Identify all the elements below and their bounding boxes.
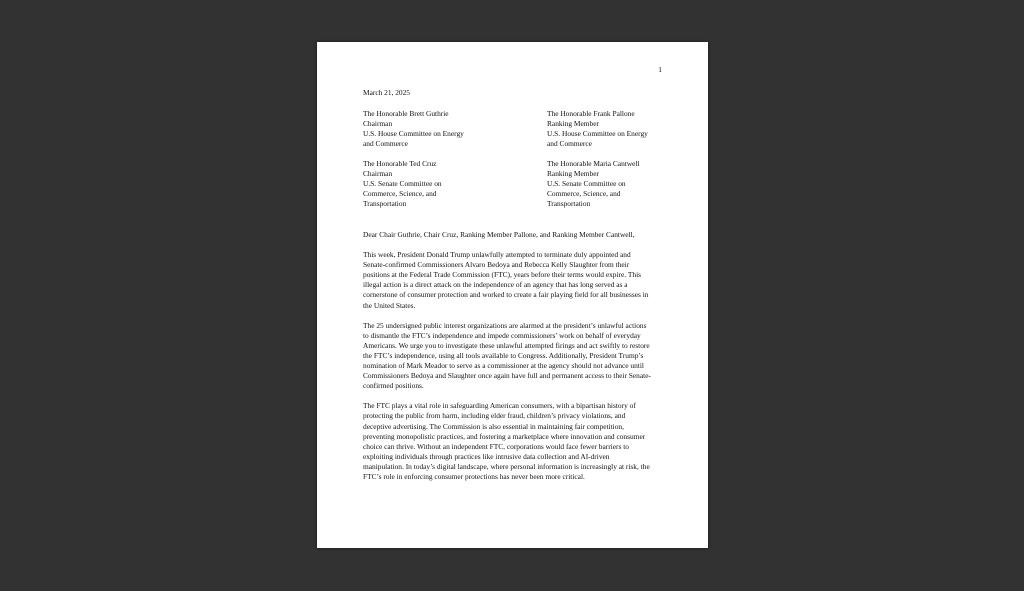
addressee-line: The Honorable Frank Pallone <box>547 109 635 118</box>
salutation: Dear Chair Guthrie, Chair Cruz, Ranking Member Pallone, and Ranking Member Cantwell, <box>363 230 635 239</box>
addressee-line: and Commerce <box>547 139 592 149</box>
addressee-guthrie <box>363 109 513 149</box>
paragraph-line: positions at the Federal Trade Commission (FTC), years before their terms would expire. This <box>363 270 641 280</box>
addressee-cruz <box>363 159 513 209</box>
paragraph-line: The 25 undersigned public interest organizations are alarmed at the president’s unlawful actions <box>363 320 647 330</box>
paragraph-line: deceptive advertising. The Commission is also essential in maintaining fair competition, <box>363 421 624 431</box>
paragraph-line: Americans. We urge you to investigate these unlawful attempted firings and act swiftly to restore <box>363 340 650 350</box>
paragraph-line: illegal action is a direct attack on the independence of an agency that has long served as a <box>363 280 628 290</box>
paragraph-line: confirmed positions. <box>363 381 424 391</box>
addressee-line: Chairman <box>363 119 393 129</box>
paragraph-3 <box>363 401 668 482</box>
addressee-line: U.S. Senate Committee on <box>547 179 626 189</box>
addressee-line: U.S. House Committee on Energy <box>547 129 648 139</box>
paragraph-line: The FTC plays a vital role in safeguarding American consumers, with a bipartisan history of <box>363 401 636 411</box>
paragraph-line: choice can thrive. Without an independent FTC, corporations would face fewer barriers to <box>363 441 629 451</box>
paragraph-line: This week, President Donald Trump unlawfully attempted to terminate duly appointed and <box>363 250 631 260</box>
addressee-pallone <box>547 109 697 149</box>
paragraph-line: FTC’s role in enforcing consumer protections has never been more critical. <box>363 471 585 481</box>
paragraph-line: Senate-confirmed Commissioners Alvaro Bedoya and Rebecca Kelly Slaughter from their <box>363 260 630 270</box>
paragraph-line: nomination of Mark Meador to serve as a commissioner at the agency should not advance until <box>363 361 644 371</box>
addressee-line: Transportation <box>363 199 407 209</box>
letter-body <box>363 230 668 492</box>
paragraph-line: Commissioners Bedoya and Slaughter once again have full and permanent access to their Senate- <box>363 371 651 381</box>
addressee-line: Chairman <box>363 169 393 179</box>
addressee-line: Ranking Member <box>547 169 599 179</box>
paragraph-line: protecting the public from harm, including elder fraud, children’s privacy violations, and <box>363 411 626 421</box>
addressee-line: U.S. House Committee on Energy <box>363 129 464 139</box>
addressee-cantwell <box>547 159 697 209</box>
addressee-line: U.S. Senate Committee on <box>363 179 442 189</box>
paragraph-2 <box>363 321 668 392</box>
addressee-line: Ranking Member <box>547 119 599 129</box>
addressee-line: Transportation <box>547 199 591 209</box>
paragraph-line: the United States. <box>363 300 416 310</box>
paragraph-line: exploiting individuals through practices like intrusive data collection and AI-driven <box>363 451 610 461</box>
paragraph-line: the FTC’s independence, using all tools available to Congress. Additionally, President Trump’s <box>363 350 644 360</box>
page-number: 1 <box>658 65 662 74</box>
paragraph-line: preventing monopolistic practices, and fostering a marketplace where innovation and consumer <box>363 431 646 441</box>
addressee-line: Commerce, Science, and <box>547 189 621 199</box>
paragraph-line: manipulation. In today’s digital landscape, where personal information is increasingly at risk, the <box>363 461 650 471</box>
addressee-line: The Honorable Brett Guthrie <box>363 109 449 118</box>
addressee-line: and Commerce <box>363 139 408 149</box>
paragraph-line: cornerstone of consumer protection and worked to create a fair playing field for all businesses in <box>363 290 649 300</box>
addressee-line: Commerce, Science, and <box>363 189 437 199</box>
paragraph-1 <box>363 250 668 311</box>
paragraph-line: to dismantle the FTC’s independence and impede commissioners’ work on behalf of everyday <box>363 330 641 340</box>
document-page <box>317 42 708 548</box>
addressee-line: The Honorable Maria Cantwell <box>547 159 640 168</box>
addressee-line: The Honorable Ted Cruz <box>363 159 437 168</box>
letter-date: March 21, 2025 <box>363 88 411 97</box>
